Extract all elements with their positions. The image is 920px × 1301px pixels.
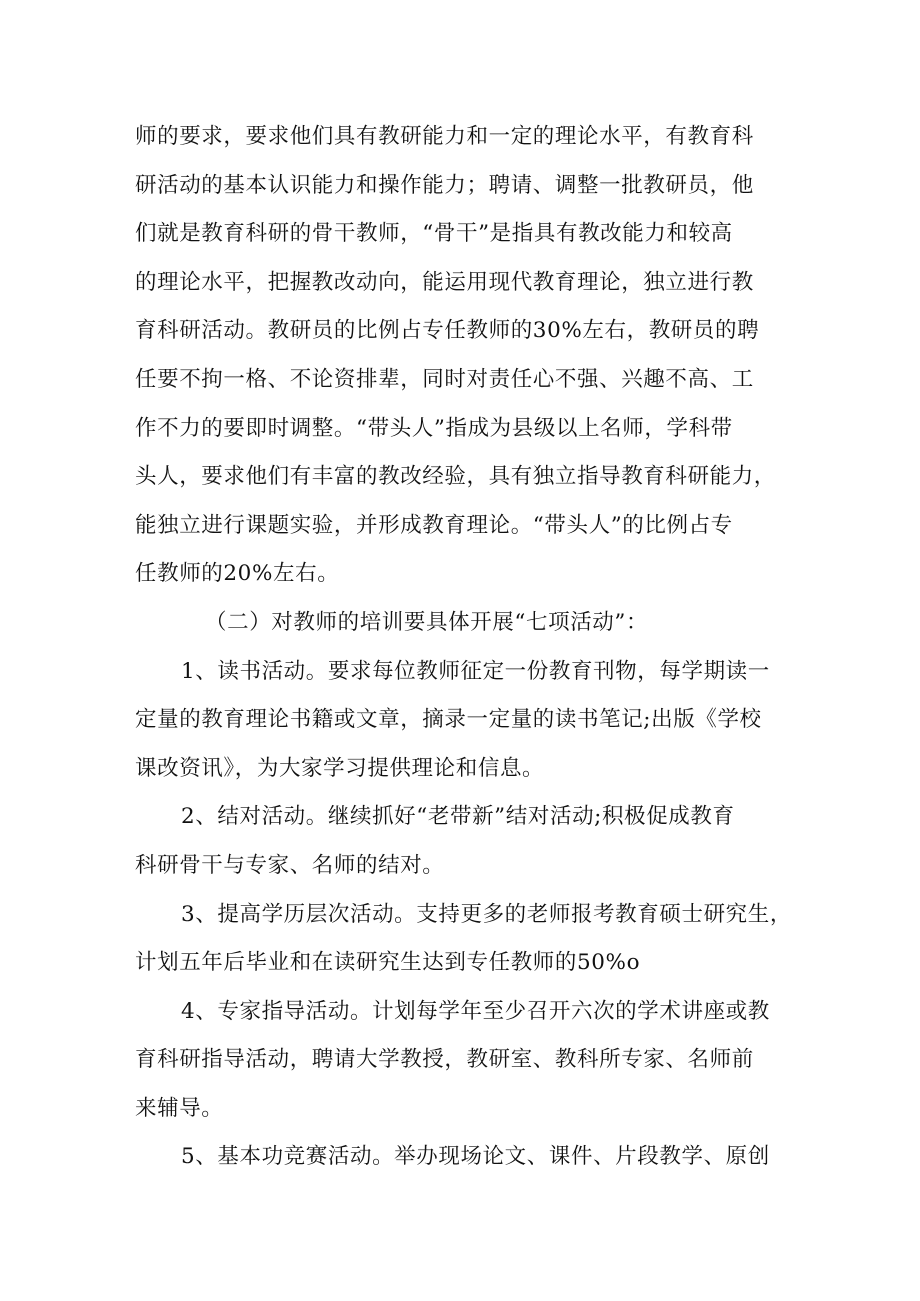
- text-line: 能独立进行课题实验，并形成教育理论。“带头人”的比例占专: [135, 512, 733, 538]
- text-line: 计划五年后毕业和在读研究生达到专任教师的50%o: [135, 950, 641, 976]
- text-line: 的理论水平，把握教改动向，能运用现代教育理论，独立进行教: [135, 269, 754, 295]
- paragraph-start: 5、基本功竞赛活动。举办现场论文、课件、片段教学、原创: [181, 1144, 770, 1170]
- text-line: 育科研指导活动，聘请大学教授，教研室、教科所专家、名师前: [135, 1047, 754, 1073]
- paragraph-start: 3、提高学历层次活动。支持更多的老师报考教育硕士研究生，: [181, 901, 792, 927]
- text-line: 头人，要求他们有丰富的教改经验，具有独立指导教育科研能力，: [135, 464, 776, 490]
- text-line: 任要不拘一格、不论资排辈，同时对责任心不强、兴趣不高、工: [135, 366, 754, 392]
- text-line: 师的要求，要求他们具有教研能力和一定的理论水平，有教育科: [135, 124, 754, 149]
- text-line: 任教师的20%左右。: [135, 561, 340, 587]
- text-line: 课改资讯》，为大家学习提供理论和信息。: [135, 755, 545, 781]
- text-line: 研活动的基本认识能力和操作能力；聘请、调整一批教研员，他: [135, 172, 754, 198]
- paragraph-start: 2、结对活动。继续抓好“老带新”结对活动;积极促成教育: [181, 804, 735, 830]
- section-heading: （二）对教师的培训要具体开展“七项活动”：: [205, 609, 649, 635]
- text-line: 们就是教育科研的骨干教师，“骨干”是指具有教改能力和较高: [135, 221, 733, 247]
- text-line: 来辅导。: [135, 1095, 224, 1121]
- text-line: 定量的教育理论书籍或文章，摘录一定量的读书笔记;出版《学校: [135, 707, 762, 733]
- paragraph-start: 4、专家指导活动。计划每学年至少召开六次的学术讲座或教: [181, 998, 770, 1024]
- paragraph-start: 1、读书活动。要求每位教师征定一份教育刊物，每学期读一: [181, 658, 770, 684]
- text-line: 育科研活动。教研员的比例占专任教师的30%左右，教研员的聘: [135, 318, 760, 344]
- text-line: 作不力的要即时调整。“带头人”指成为县级以上名师，学科带: [135, 415, 733, 441]
- document-body: [135, 113, 795, 1182]
- text-line: 科研骨干与专家、名师的结对。: [135, 852, 445, 878]
